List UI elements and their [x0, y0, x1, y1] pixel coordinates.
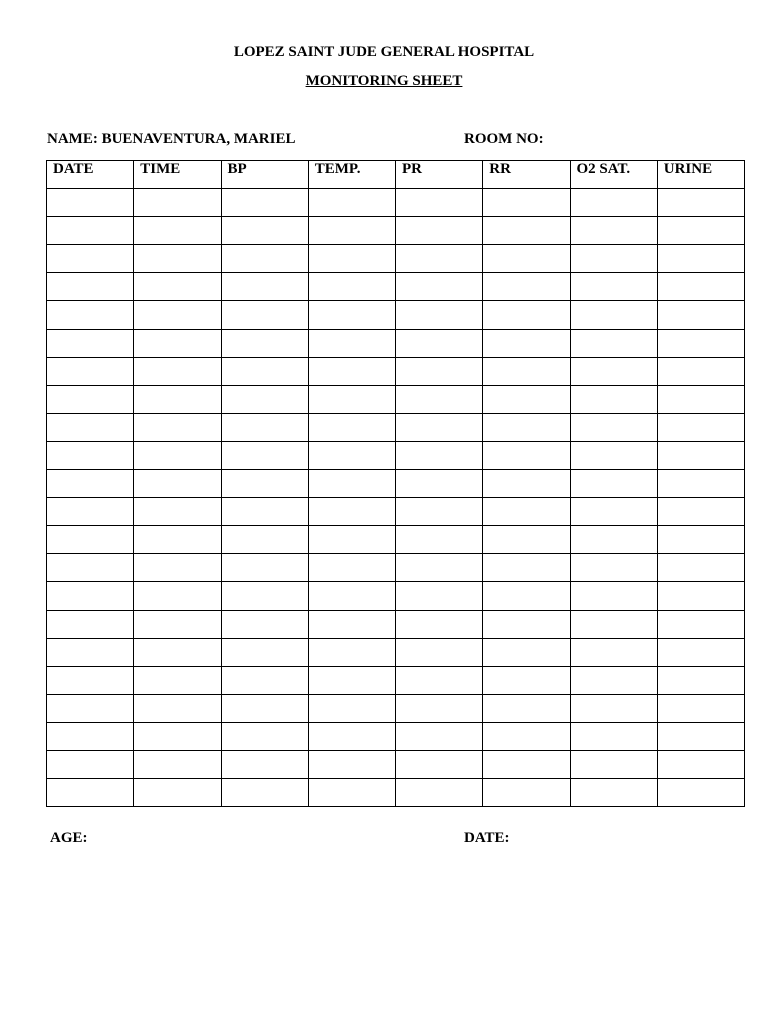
entry-cell[interactable] [221, 666, 308, 694]
entry-cell[interactable] [221, 638, 308, 666]
entry-cell[interactable] [657, 498, 744, 526]
entry-cell[interactable] [134, 638, 221, 666]
entry-cell[interactable] [47, 301, 134, 329]
entry-cell[interactable] [570, 273, 657, 301]
entry-cell[interactable] [308, 554, 395, 582]
entry-cell[interactable] [134, 413, 221, 441]
entry-cell[interactable] [483, 301, 570, 329]
entry-cell[interactable] [47, 245, 134, 273]
entry-cell[interactable] [570, 526, 657, 554]
entry-cell[interactable] [134, 189, 221, 217]
date-label: DATE: [464, 830, 510, 846]
entry-cell[interactable] [570, 217, 657, 245]
entry-cell[interactable] [308, 610, 395, 638]
entry-cell[interactable] [657, 610, 744, 638]
entry-cell[interactable] [221, 779, 308, 807]
entry-cell[interactable] [570, 666, 657, 694]
entry-cell[interactable] [221, 217, 308, 245]
entry-cell[interactable] [134, 357, 221, 385]
entry-cell[interactable] [483, 498, 570, 526]
entry-cell[interactable] [570, 385, 657, 413]
entry-cell[interactable] [221, 582, 308, 610]
entry-cell[interactable] [221, 526, 308, 554]
table-row [47, 638, 745, 666]
column-header-temp: TEMP. [308, 161, 395, 189]
monitoring-table [46, 160, 745, 807]
table-row [47, 441, 745, 469]
entry-cell[interactable] [396, 722, 483, 750]
entry-cell[interactable] [657, 301, 744, 329]
entry-cell[interactable] [570, 357, 657, 385]
entry-cell[interactable] [221, 273, 308, 301]
entry-cell[interactable] [134, 245, 221, 273]
entry-cell[interactable] [396, 329, 483, 357]
entry-cell[interactable] [483, 385, 570, 413]
entry-cell[interactable] [483, 413, 570, 441]
entry-cell[interactable] [657, 189, 744, 217]
entry-cell[interactable] [657, 385, 744, 413]
entry-cell[interactable] [221, 441, 308, 469]
entry-cell[interactable] [47, 357, 134, 385]
entry-cell[interactable] [134, 582, 221, 610]
entry-cell[interactable] [47, 273, 134, 301]
entry-cell[interactable] [221, 554, 308, 582]
entry-cell[interactable] [657, 582, 744, 610]
entry-cell[interactable] [47, 526, 134, 554]
entry-cell[interactable] [657, 750, 744, 778]
entry-cell[interactable] [134, 694, 221, 722]
entry-cell[interactable] [570, 498, 657, 526]
entry-cell[interactable] [657, 526, 744, 554]
entry-cell[interactable] [221, 722, 308, 750]
entry-cell[interactable] [47, 779, 134, 807]
entry-cell[interactable] [396, 526, 483, 554]
patient-name-label: NAME: BUENAVENTURA, MARIEL [47, 131, 296, 147]
entry-cell[interactable] [396, 498, 483, 526]
entry-cell[interactable] [570, 470, 657, 498]
entry-cell[interactable] [570, 554, 657, 582]
entry-cell[interactable] [308, 301, 395, 329]
column-header-o2-sat: O2 SAT. [570, 161, 657, 189]
entry-cell[interactable] [396, 582, 483, 610]
column-header-date: DATE [47, 161, 134, 189]
entry-cell[interactable] [483, 441, 570, 469]
entry-cell[interactable] [570, 638, 657, 666]
entry-cell[interactable] [221, 385, 308, 413]
entry-cell[interactable] [47, 498, 134, 526]
entry-cell[interactable] [134, 722, 221, 750]
entry-cell[interactable] [570, 441, 657, 469]
entry-cell[interactable] [221, 329, 308, 357]
entry-cell[interactable] [47, 638, 134, 666]
entry-cell[interactable] [570, 582, 657, 610]
entry-cell[interactable] [308, 694, 395, 722]
entry-cell[interactable] [308, 273, 395, 301]
table-row [47, 329, 745, 357]
entry-cell[interactable] [308, 441, 395, 469]
table-row [47, 385, 745, 413]
entry-cell[interactable] [47, 722, 134, 750]
entry-cell[interactable] [134, 498, 221, 526]
entry-cell[interactable] [308, 666, 395, 694]
entry-cell[interactable] [396, 245, 483, 273]
table-row [47, 666, 745, 694]
table-row [47, 273, 745, 301]
entry-cell[interactable] [483, 666, 570, 694]
entry-cell[interactable] [483, 189, 570, 217]
sheet-title: MONITORING SHEET [305, 73, 463, 89]
entry-cell[interactable] [570, 694, 657, 722]
entry-cell[interactable] [396, 413, 483, 441]
entry-cell[interactable] [570, 413, 657, 441]
entry-cell[interactable] [308, 779, 395, 807]
column-header-rr: RR [483, 161, 570, 189]
entry-cell[interactable] [657, 722, 744, 750]
entry-cell[interactable] [396, 750, 483, 778]
entry-cell[interactable] [47, 329, 134, 357]
entry-cell[interactable] [47, 413, 134, 441]
entry-cell[interactable] [308, 217, 395, 245]
column-header-urine: URINE [657, 161, 744, 189]
entry-cell[interactable] [47, 666, 134, 694]
entry-cell[interactable] [308, 498, 395, 526]
entry-cell[interactable] [396, 189, 483, 217]
entry-cell[interactable] [47, 385, 134, 413]
entry-cell[interactable] [570, 189, 657, 217]
entry-cell[interactable] [308, 526, 395, 554]
entry-cell[interactable] [396, 694, 483, 722]
entry-cell[interactable] [396, 610, 483, 638]
entry-cell[interactable] [47, 470, 134, 498]
entry-cell[interactable] [396, 666, 483, 694]
entry-cell[interactable] [657, 329, 744, 357]
entry-cell[interactable] [134, 554, 221, 582]
entry-cell[interactable] [483, 526, 570, 554]
entry-cell[interactable] [221, 357, 308, 385]
entry-cell[interactable] [134, 217, 221, 245]
entry-cell[interactable] [47, 694, 134, 722]
entry-cell[interactable] [483, 722, 570, 750]
hospital-name: LOPEZ SAINT JUDE GENERAL HOSPITAL [233, 44, 535, 60]
entry-cell[interactable] [221, 245, 308, 273]
entry-cell[interactable] [657, 470, 744, 498]
entry-cell[interactable] [570, 329, 657, 357]
entry-cell[interactable] [570, 610, 657, 638]
entry-cell[interactable] [657, 217, 744, 245]
entry-cell[interactable] [396, 470, 483, 498]
entry-cell[interactable] [221, 301, 308, 329]
table-row [47, 610, 745, 638]
entry-cell[interactable] [308, 189, 395, 217]
entry-cell[interactable] [570, 301, 657, 329]
table-row [47, 750, 745, 778]
entry-cell[interactable] [221, 750, 308, 778]
entry-cell[interactable] [134, 750, 221, 778]
table-row [47, 554, 745, 582]
entry-cell[interactable] [396, 779, 483, 807]
entry-cell[interactable] [483, 273, 570, 301]
entry-cell[interactable] [396, 441, 483, 469]
entry-cell[interactable] [134, 779, 221, 807]
table-row [47, 301, 745, 329]
entry-cell[interactable] [396, 273, 483, 301]
entry-cell[interactable] [657, 441, 744, 469]
entry-cell[interactable] [308, 385, 395, 413]
table-row [47, 189, 745, 217]
entry-cell[interactable] [570, 750, 657, 778]
entry-cell[interactable] [657, 245, 744, 273]
entry-cell[interactable] [134, 385, 221, 413]
entry-cell[interactable] [134, 470, 221, 498]
entry-cell[interactable] [657, 666, 744, 694]
entry-cell[interactable] [396, 554, 483, 582]
entry-cell[interactable] [47, 554, 134, 582]
entry-cell[interactable] [396, 217, 483, 245]
entry-cell[interactable] [657, 357, 744, 385]
entry-cell[interactable] [47, 610, 134, 638]
table-row [47, 413, 745, 441]
entry-cell[interactable] [47, 441, 134, 469]
entry-cell[interactable] [47, 217, 134, 245]
column-header-pr: PR [396, 161, 483, 189]
entry-cell[interactable] [47, 750, 134, 778]
entry-cell[interactable] [483, 610, 570, 638]
entry-cell[interactable] [396, 301, 483, 329]
entry-cell[interactable] [308, 329, 395, 357]
table-row [47, 498, 745, 526]
table-row [47, 217, 745, 245]
entry-cell[interactable] [134, 526, 221, 554]
entry-cell[interactable] [483, 245, 570, 273]
entry-cell[interactable] [134, 666, 221, 694]
table-row [47, 582, 745, 610]
entry-cell[interactable] [570, 245, 657, 273]
entry-cell[interactable] [396, 638, 483, 666]
entry-cell[interactable] [221, 694, 308, 722]
entry-cell[interactable] [308, 245, 395, 273]
entry-cell[interactable] [308, 357, 395, 385]
entry-cell[interactable] [308, 470, 395, 498]
entry-cell[interactable] [657, 273, 744, 301]
entry-cell[interactable] [483, 357, 570, 385]
table-row [47, 245, 745, 273]
entry-cell[interactable] [47, 582, 134, 610]
entry-cell[interactable] [483, 750, 570, 778]
entry-cell[interactable] [657, 694, 744, 722]
entry-cell[interactable] [134, 441, 221, 469]
entry-cell[interactable] [308, 722, 395, 750]
table-body [47, 189, 745, 807]
entry-cell[interactable] [134, 301, 221, 329]
entry-cell[interactable] [483, 217, 570, 245]
table-row [47, 470, 745, 498]
entry-cell[interactable] [657, 638, 744, 666]
entry-cell[interactable] [221, 470, 308, 498]
entry-cell[interactable] [396, 385, 483, 413]
entry-cell[interactable] [47, 189, 134, 217]
table-row [47, 722, 745, 750]
entry-cell[interactable] [221, 498, 308, 526]
entry-cell[interactable] [134, 610, 221, 638]
age-label: AGE: [50, 830, 88, 846]
entry-cell[interactable] [134, 273, 221, 301]
entry-cell[interactable] [221, 413, 308, 441]
entry-cell[interactable] [308, 750, 395, 778]
entry-cell[interactable] [483, 554, 570, 582]
column-header-time: TIME [134, 161, 221, 189]
entry-cell[interactable] [221, 189, 308, 217]
room-number-label: ROOM NO: [464, 131, 544, 147]
entry-cell[interactable] [483, 582, 570, 610]
table-row [47, 694, 745, 722]
table-row [47, 357, 745, 385]
entry-cell[interactable] [483, 638, 570, 666]
entry-cell[interactable] [570, 722, 657, 750]
entry-cell[interactable] [308, 413, 395, 441]
entry-cell[interactable] [221, 610, 308, 638]
entry-cell[interactable] [570, 779, 657, 807]
entry-cell[interactable] [134, 329, 221, 357]
entry-cell[interactable] [483, 329, 570, 357]
entry-cell[interactable] [308, 638, 395, 666]
entry-cell[interactable] [657, 554, 744, 582]
entry-cell[interactable] [657, 413, 744, 441]
table-row [47, 779, 745, 807]
entry-cell[interactable] [396, 357, 483, 385]
entry-cell[interactable] [308, 582, 395, 610]
column-header-bp: BP [221, 161, 308, 189]
entry-cell[interactable] [483, 779, 570, 807]
entry-cell[interactable] [483, 470, 570, 498]
table-header-row [47, 161, 745, 189]
entry-cell[interactable] [657, 779, 744, 807]
table-row [47, 526, 745, 554]
entry-cell[interactable] [483, 694, 570, 722]
